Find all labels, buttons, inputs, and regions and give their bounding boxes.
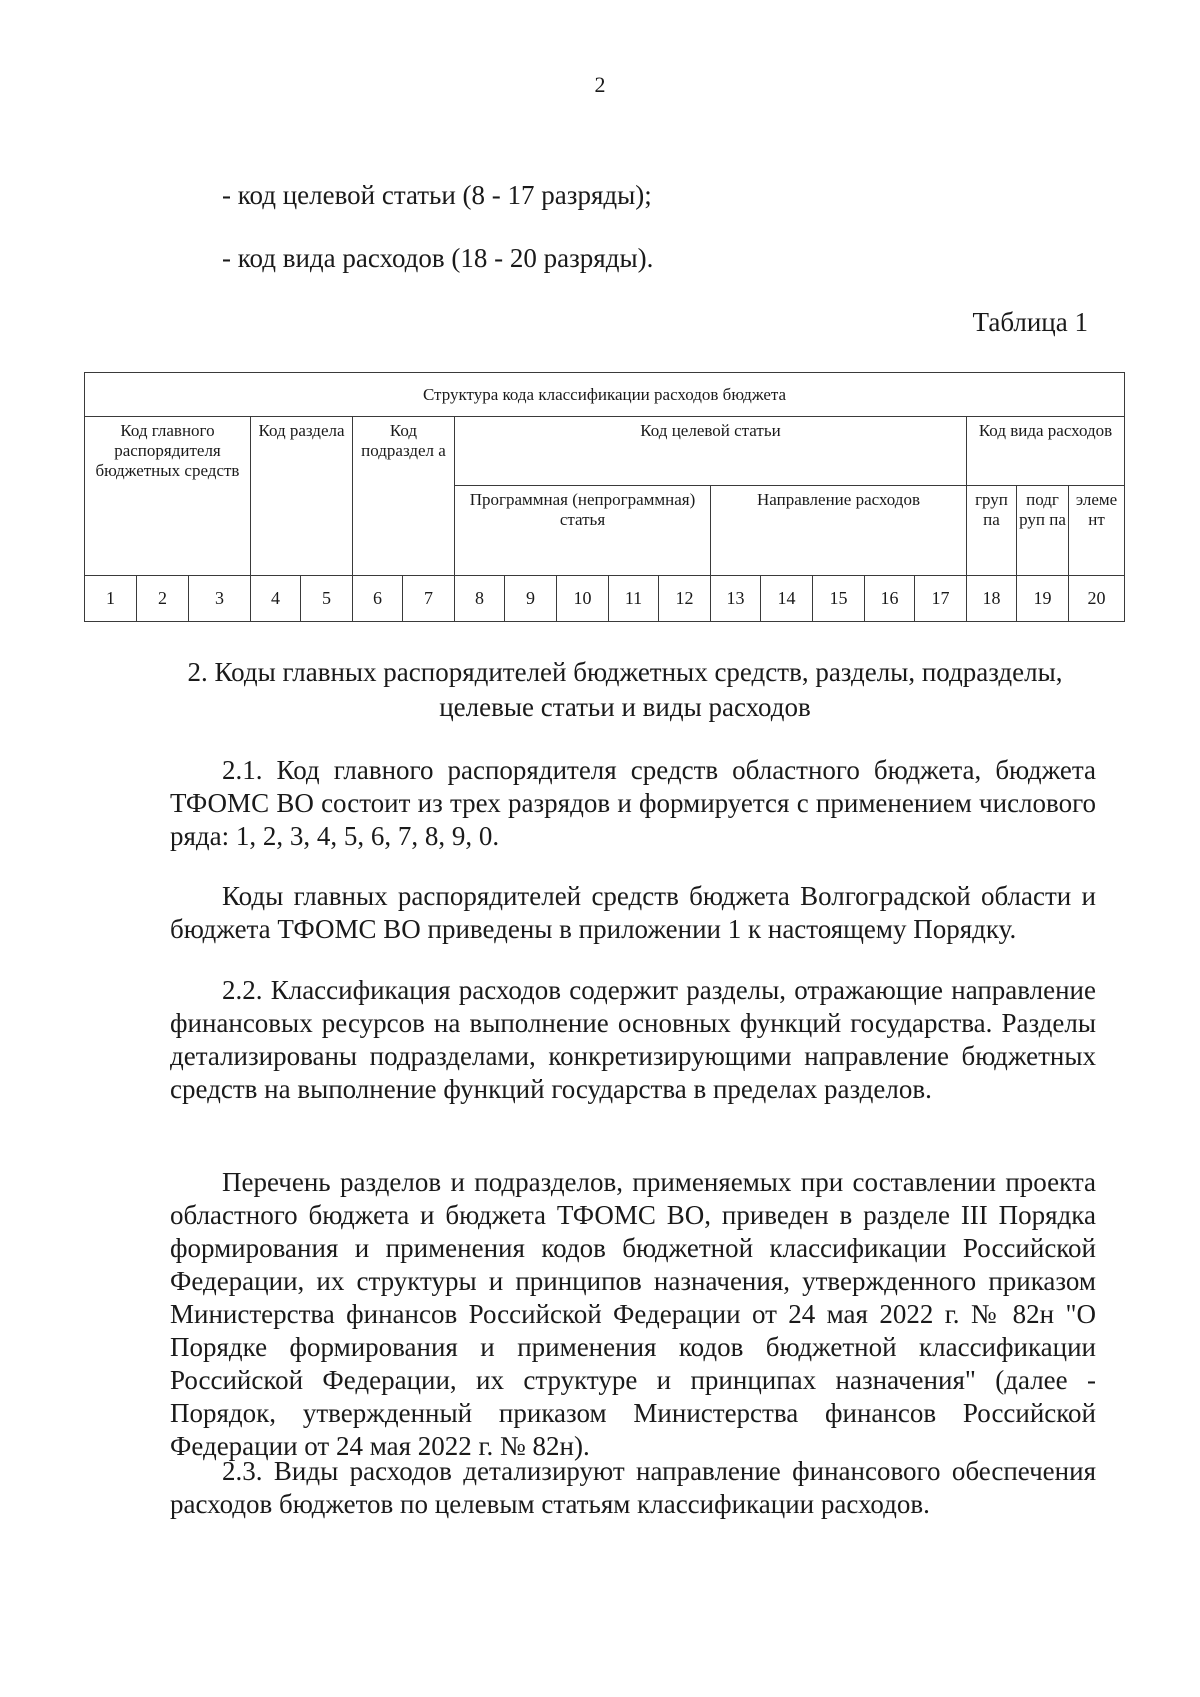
header-expense-direction: Направление расходов xyxy=(711,486,967,576)
header-target-article-code: Код целевой статьи xyxy=(455,417,967,486)
header-group: груп па xyxy=(967,486,1017,576)
digit-cell: 5 xyxy=(301,575,353,621)
digit-cell: 9 xyxy=(505,575,557,621)
digit-cell: 12 xyxy=(659,575,711,621)
digit-cell: 8 xyxy=(455,575,505,621)
header-section-code: Код раздела xyxy=(251,417,353,575)
digit-cell: 7 xyxy=(403,575,455,621)
header-subgroup: подг руп па xyxy=(1017,486,1069,576)
digit-cell: 2 xyxy=(137,575,189,621)
paragraph-2-1: 2.1. Код главного распорядителя средств областного бюджета, бюджета ТФОМС ВО состоит из трех разрядов и формируется с применением числового ряда: 1, 2, 3, 4, 5, 6, 7, 8, 9, 0. xyxy=(170,755,1096,851)
paragraph-sections-list: Перечень разделов и подразделов, применяемых при составлении проекта областного бюджета и бюджета ТФОМС ВО, приведен в разделе III Порядка формирования и применения кодов бюджетной классификации Российской Федерации, их структуры и принципов назначения, утвержденного приказом Министерства финансов Российской Федерации от 24 мая 2022 г. № 82н "О Порядке формирования и применения кодов бюджетной классификации Российской Федерации, их структуре и принципах назначения" (далее - Порядок, утвержденный приказом Министерства финансов Российской Федерации от 24 мая 2022 г. № 82н). xyxy=(170,1167,1096,1461)
digit-cell: 20 xyxy=(1069,575,1125,621)
digit-cell: 3 xyxy=(189,575,251,621)
code-structure-table xyxy=(84,372,1125,622)
digit-cell: 1 xyxy=(85,575,137,621)
digit-cell: 19 xyxy=(1017,575,1069,621)
header-element: элеме нт xyxy=(1069,486,1125,576)
table-title: Структура кода классификации расходов бюджета xyxy=(85,373,1125,417)
digit-cell: 18 xyxy=(967,575,1017,621)
digit-cell: 10 xyxy=(557,575,609,621)
digit-cell: 13 xyxy=(711,575,761,621)
digit-cell: 4 xyxy=(251,575,301,621)
table-caption: Таблица 1 xyxy=(972,307,1088,337)
digit-cell: 11 xyxy=(609,575,659,621)
page-number: 2 xyxy=(594,72,606,97)
header-grbs-code: Код главного распорядителя бюджетных средств xyxy=(85,417,251,575)
paragraph-grbs-codes: Коды главных распорядителей средств бюджета Волгоградской области и бюджета ТФОМС ВО приведены в приложении 1 к настоящему Порядку. xyxy=(170,881,1096,944)
header-expense-type-code: Код вида расходов xyxy=(967,417,1125,486)
list-item-expense-type-code: - код вида расходов (18 - 20 разряды). xyxy=(222,243,654,273)
header-program-article: Программная (непрограммная) статья xyxy=(455,486,711,576)
list-item-target-code: - код целевой статьи (8 - 17 разряды); xyxy=(222,180,652,210)
digit-cell: 15 xyxy=(813,575,865,621)
paragraph-2-3: 2.3. Виды расходов детализируют направление финансового обеспечения расходов бюджетов по целевым статьям классификации расходов. xyxy=(170,1456,1096,1519)
section-heading: 2. Коды главных распорядителей бюджетных средств, разделы, подразделы, целевые статьи и виды расходов xyxy=(187,657,1063,722)
paragraph-2-2: 2.2. Классификация расходов содержит разделы, отражающие направление финансовых ресурсов на выполнение основных функций государства. Разделы детализированы подразделами, конкретизирующими направление бюджетных средств на выполнение функций государства в пределах разделов. xyxy=(170,975,1096,1104)
header-subsection-code: Код подраздел а xyxy=(353,417,455,575)
digit-cell: 17 xyxy=(915,575,967,621)
digit-cell: 16 xyxy=(865,575,915,621)
digit-cell: 6 xyxy=(353,575,403,621)
digit-cell: 14 xyxy=(761,575,813,621)
